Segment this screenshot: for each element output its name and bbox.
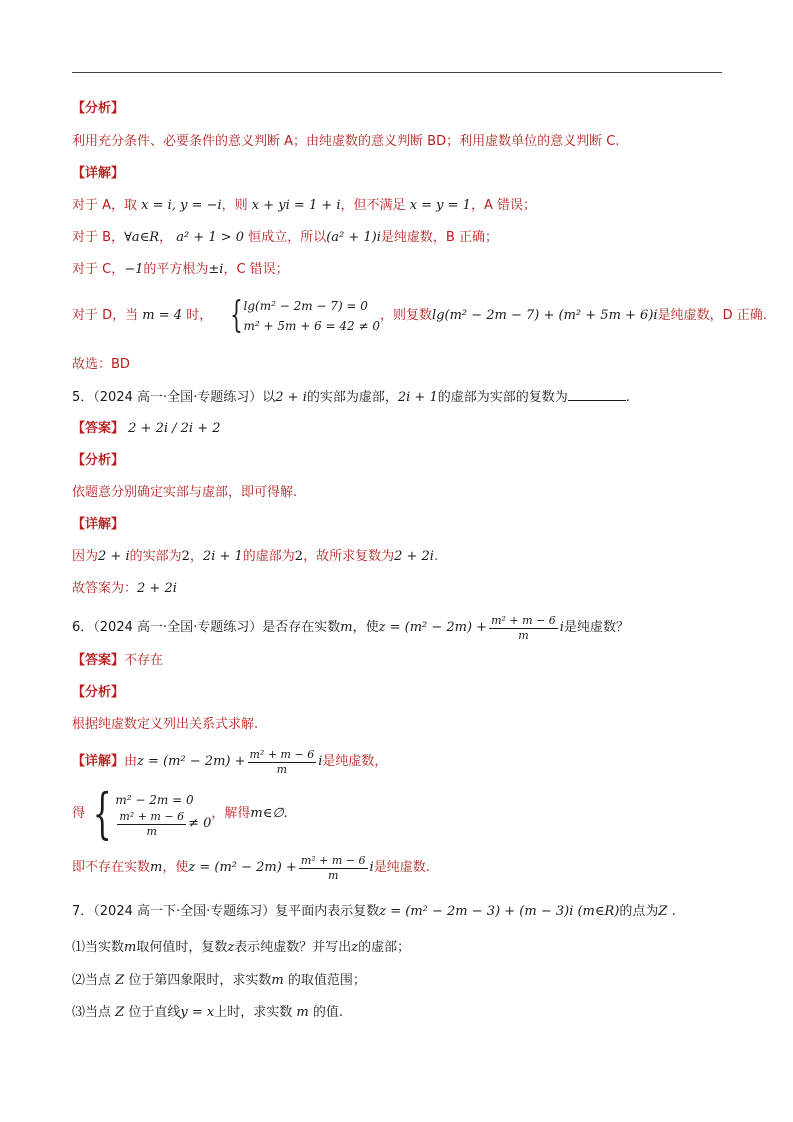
q6-detail-fraction (248, 748, 317, 777)
q5-stem-prefix: 5．（2024 高一·全国·专题练习）以 (72, 390, 276, 405)
q6-stem (72, 610, 629, 646)
q4-a-suffix: ，A 错误； (470, 198, 536, 213)
q6-concl-frac-num: m² + m − 6 (300, 853, 366, 867)
q5-detail-m2: 2 (181, 549, 190, 564)
q5-analysis-text: 依题意分别确定实部与虚部，即可得解. (72, 485, 298, 500)
q7-p2-m: m (271, 973, 284, 988)
q6-concl-z-i: i (369, 860, 374, 875)
q5-detail-t5: . (433, 549, 439, 564)
q5-detail-t2: ， (189, 549, 203, 564)
q7-p1-prefix: ⑴当实数 (72, 940, 125, 955)
q6-get-prefix: 得 (72, 806, 86, 821)
q4-b-mid: 恒成立，所以 (248, 230, 327, 245)
q4-d-prefix: 对于 D，当 (72, 308, 139, 323)
q6-detail-z-lhs: z = (m² − 2m) + (137, 754, 246, 769)
q5-answer-line (72, 420, 221, 438)
q4-d-mid: 时， (186, 308, 213, 323)
q7-part3 (72, 1004, 343, 1022)
q7-part1 (72, 939, 410, 957)
q6-frac-den: m (518, 628, 529, 642)
q6-analysis-label-line (72, 684, 124, 702)
q4-option-b (72, 229, 498, 247)
q7-p1-mid: 取何值时，复数 (136, 940, 228, 955)
answer-label: 【答案】 (72, 421, 125, 436)
q6-stem-suffix: 是纯虚数？ (563, 620, 629, 635)
q7-p3-Z: Z (115, 1005, 125, 1020)
q7-p2-mid: 位于第四象限时，求实数 (128, 973, 272, 988)
q4-b-prefix: 对于 B， (72, 230, 125, 245)
q6-sys-fraction (117, 810, 186, 839)
q4-a-prefix: 对于 A，取 (72, 198, 138, 213)
analysis-label: 【分析】 (72, 453, 125, 468)
q4-analysis-text: 利用充分条件、必要条件的意义判断 A；由纯虚数的意义判断 BD；利用虚数单位的意义判断 C. (72, 134, 620, 149)
q6-solve-text: ，解得 (211, 806, 251, 821)
q4-option-d (72, 294, 767, 338)
q4-d-sys-row1: lg(m² − 2m − 7) = 0 (243, 299, 368, 313)
answer-blank (568, 388, 626, 401)
q5-stem-end: . (625, 390, 630, 405)
q7-stem (72, 903, 676, 921)
q7-p3-mid2: 上时，求实数 (214, 1005, 293, 1020)
q6-concl-suffix: 是纯虚数. (373, 860, 430, 875)
q4-d-sys-row2: m² + 5m + 6 = 42 ≠ 0 (243, 319, 381, 333)
q6-concl-m: m (150, 860, 163, 875)
q4-d-suffix: 是纯虚数，D 正确. (657, 308, 767, 323)
q6-sys-frac-den: m (146, 824, 157, 838)
detail-label: 【详解】 (72, 166, 125, 181)
q4-a-mid2: ，但不满足 (340, 198, 406, 213)
q6-answer-line (72, 652, 163, 670)
q6-concl-prefix: 即不存在实数 (72, 860, 151, 875)
q6-detail-frac-den: m (276, 762, 288, 776)
q5-final-prefix: 故答案为： (72, 581, 138, 596)
q6-stem-prefix: 6．（2024 高一·全国·专题练习）是否存在实数 (72, 620, 341, 635)
q7-p1-z2: z (351, 940, 359, 955)
q6-detail-z-i: i (318, 754, 323, 769)
q6-frac-num: m² + m − 6 (491, 613, 556, 627)
q7-stem-Z: Z (658, 904, 668, 919)
q5-analysis-label-line (72, 452, 124, 470)
q6-conclusion (72, 850, 430, 886)
q7-stem-math: z = (m² − 2m − 3) + (m − 3)i (m∈R) (379, 904, 620, 919)
q6-analysis-text: 根据纯虚数定义列出关系式求解. (72, 717, 259, 732)
q7-stem-prefix: 7．（2024 高一下·全国·专题练习）复平面内表示复数 (72, 904, 380, 919)
q7-p1-suffix: 的虚部； (358, 940, 411, 955)
q6-sys2-tail: ≠ 0 (188, 816, 212, 831)
q4-a-math1: x = i, y = −i (141, 198, 222, 213)
q5-stem-math1: 2 + i (275, 390, 307, 405)
q7-p3-suffix: 的值. (312, 1005, 343, 1020)
q4-analysis-label-line (72, 100, 124, 118)
q6-concl-mid: ，使 (162, 860, 189, 875)
q6-answer: 不存在 (124, 653, 164, 668)
q5-stem-math2: 2i + 1 (397, 390, 438, 405)
q4-a-mid: ，则 (221, 198, 248, 213)
detail-label: 【详解】 (72, 754, 125, 769)
q4-d-system: { lg(m² − 2m − 7) = 0 m² + 5m + 6 = 42 ≠ 0 (229, 295, 381, 336)
q6-sys-row1: m² − 2m = 0 (115, 792, 194, 807)
q4-d-math1: m = 4 (142, 308, 183, 323)
q7-p2-suffix: 的取值范围； (287, 973, 366, 988)
q4-c-math1: −1 (124, 262, 144, 277)
q5-stem-mid: 的实部为虚部， (306, 390, 398, 405)
q5-answer: 2 + 2i / 2i + 2 (128, 421, 221, 436)
q4-b-math2: a² + 1 > 0 (176, 230, 245, 245)
header-rule (72, 72, 722, 73)
q6-sys-frac-num: m² + m − 6 (119, 809, 185, 823)
q4-c-prefix: 对于 C， (72, 262, 125, 277)
q7-stem-suffix: 的点为 (619, 904, 659, 919)
q5-detail-m5: 2 + 2i (394, 549, 434, 564)
q6-fraction (489, 614, 558, 643)
q5-detail-m3: 2i + 1 (202, 549, 243, 564)
q7-p1-z: z (227, 940, 235, 955)
q7-p2-Z: Z (115, 973, 125, 988)
q4-b-comma: ， (159, 230, 173, 245)
q7-part2 (72, 972, 366, 990)
q6-stem-m: m (340, 620, 353, 635)
q6-detail-prefix: 由 (124, 754, 138, 769)
q6-stem-mid: ，使 (352, 620, 379, 635)
q6-solve-math: m∈∅. (250, 806, 288, 821)
q5-detail-m1: 2 + i (98, 549, 130, 564)
detail-label: 【详解】 (72, 517, 125, 532)
q5-detail (72, 548, 438, 566)
q5-detail-prefix: 因为 (72, 549, 99, 564)
q4-d-math2: lg(m² − 2m − 7) + (m² + 5m + 6)i (432, 308, 658, 323)
q6-concl-fraction (299, 854, 368, 883)
q6-detail-suffix: 是纯虚数， (322, 754, 388, 769)
q4-c-mid: 的平方根为 (143, 262, 209, 277)
q7-p1-mid2: 表示纯虚数？并写出 (234, 940, 352, 955)
q4-b-suffix: 是纯虚数，B 正确； (380, 230, 498, 245)
q4-a-math2: x + yi = 1 + i (251, 198, 341, 213)
q4-b-math3: (a² + 1)i (326, 230, 381, 245)
q6-detail (72, 744, 387, 780)
q5-final-math: 2 + 2i (137, 581, 177, 596)
q4-option-c (72, 261, 289, 279)
q6-concl-z-lhs: z = (m² − 2m) + (188, 860, 297, 875)
q5-stem (72, 388, 630, 407)
q6-system-brace: { m² − 2m = 0 $\frac{\text{m² + m − 6}}{m}$ ≠ 0 (92, 782, 212, 845)
q5-detail-t3: 的虚部为 (242, 549, 295, 564)
q4-a-math3: x = y = 1 (409, 198, 471, 213)
q7-p2-prefix: ⑵当点 (72, 973, 112, 988)
q4-c-suffix: ，C 错误； (223, 262, 289, 277)
q6-detail-frac-num: m² + m − 6 (249, 747, 315, 761)
q5-detail-label-line (72, 516, 124, 534)
q6-system (72, 784, 288, 844)
answer-label: 【答案】 (72, 653, 125, 668)
q6-z-lhs: z = (m² − 2m) + (378, 620, 488, 635)
q4-choice: 故选：BD (72, 357, 130, 372)
analysis-label: 【分析】 (72, 685, 125, 700)
q5-detail-m4: 2 (294, 549, 304, 564)
q6-z-i: i (559, 620, 564, 635)
q4-d-mid2: ，则复数 (380, 308, 433, 323)
analysis-label: 【分析】 (72, 101, 125, 116)
q7-p3-m: m (296, 1005, 309, 1020)
q6-concl-frac-den: m (327, 868, 339, 882)
q7-p3-prefix: ⑶当点 (72, 1005, 112, 1020)
q7-p3-mid: 位于直线 (128, 1005, 181, 1020)
q4-b-math1: ∀a∈R (124, 230, 160, 245)
q7-p1-m: m (124, 940, 137, 955)
q4-option-a (72, 197, 536, 215)
q5-final (72, 580, 177, 598)
q4-detail-label-line (72, 165, 124, 183)
q5-stem-suffix: 的虚部为实部的复数为 (437, 390, 568, 405)
q5-detail-t1: 的实部为 (129, 549, 182, 564)
q7-p3-math: y = x (180, 1005, 215, 1020)
q5-detail-t4: ，故所求复数为 (303, 549, 395, 564)
q7-stem-end: . (671, 904, 676, 919)
q4-c-math2: ±i (208, 262, 224, 277)
q6-sys-row2 (115, 810, 211, 839)
